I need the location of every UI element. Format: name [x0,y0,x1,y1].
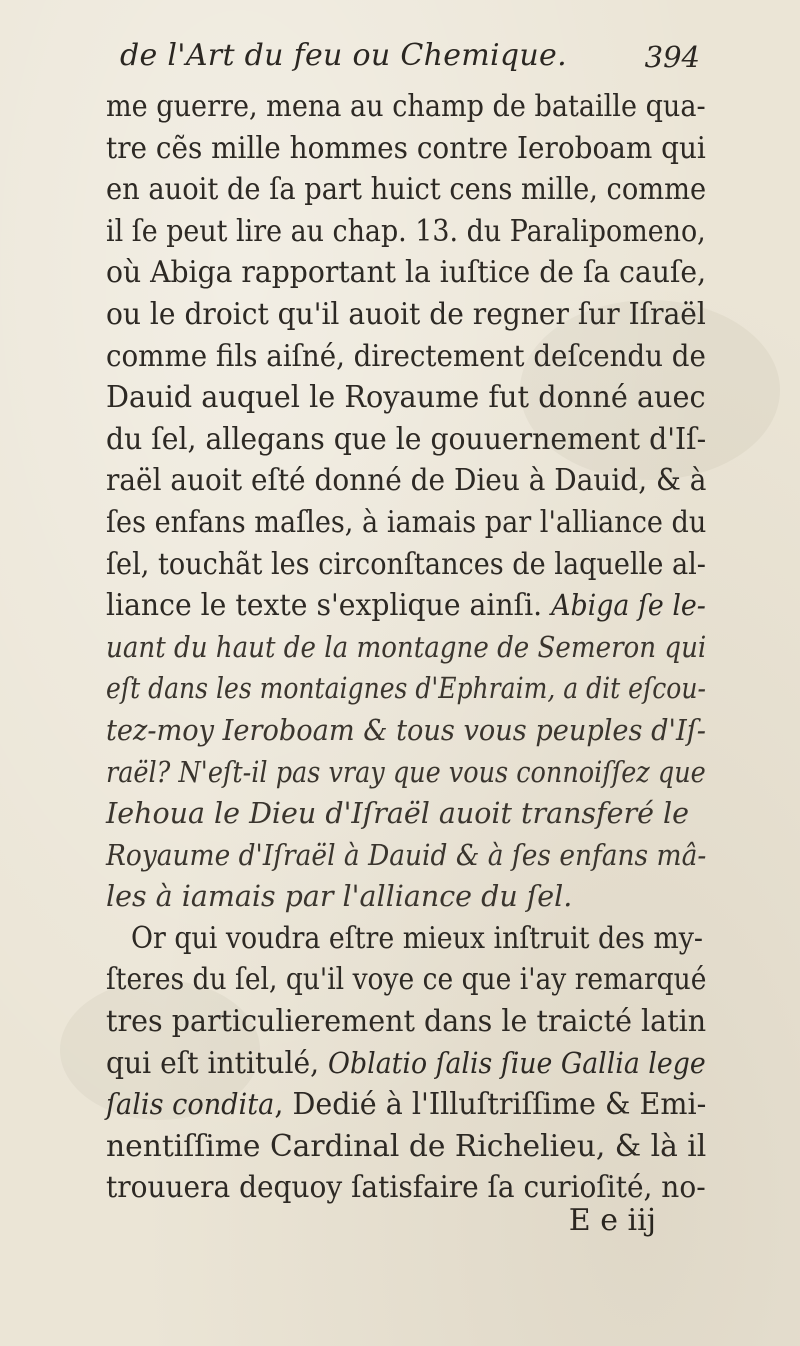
line-text: ou le droict qu'il auoit de regner ſur Iſraël [106,296,706,332]
line-text: Or qui voudra eſtre mieux inſtruit des my- [131,920,703,956]
line-text: nentiſſime Cardinal de Richelieu, & là il [106,1128,707,1164]
text-line [106,793,706,835]
line-italic-text: Abiga ſe le- [551,589,706,623]
text-line [106,1001,707,1043]
body-text [106,86,706,1209]
line-text: raël auoit eſté donné de Dieu à Dauid, & à [106,463,707,499]
text-line [106,211,706,253]
line-text: ſel, touchãt les circonſtances de laquelle al- [106,546,706,582]
line-text: qui eſt intitulé, [106,1045,329,1081]
line-text: eſt dans les montaignes d'Ephraim, a dit eſcou- [106,672,706,706]
text-line [106,377,706,419]
text-line [106,752,706,794]
text-line [106,710,706,752]
text-line [106,419,707,461]
page-header [110,38,700,84]
text-line [106,959,707,1001]
line-text: du ſel, allegans que le gouuernement d'Iſ- [106,421,707,457]
page-number: 394 [644,40,700,74]
text-line [106,86,706,128]
signature-text: E e iij [568,1203,656,1238]
running-head: de l'Art du feu ou Chemique. [120,38,567,73]
line-text: liance le texte s'explique ainſi. [106,588,552,624]
text-line [106,668,706,710]
text-line [106,835,707,877]
line-text: raël? N'eſt-il pas vray que vous connoiſſez que [106,755,706,789]
text-line [106,627,707,669]
line-text: Dauid auquel le Royaume fut donné auec [106,380,706,416]
text-line [106,294,706,336]
line-text: uant du haut de la montagne de Semeron qui [106,630,707,664]
line-italic-text: Oblatio ſalis ſiue Gallia lege [328,1046,706,1080]
text-line [106,252,707,294]
line-text: en auoit de ſa part huict cens mille, comme [106,172,707,208]
line-text: me guerre, mena au champ de bataille qua- [106,89,706,124]
line-text: Iehoua le Dieu d'Iſraël auoit transferé le [106,797,689,831]
line-text: trouuera dequoy ſatisfaire ſa curioſité, no- [106,1170,706,1206]
text-line [106,585,706,627]
text-line [106,169,707,211]
line-italic-text: ſalis condita [106,1088,275,1122]
text-line [106,1084,707,1126]
line-text: , Dedié à l'Illuſtriſſime & Emi- [274,1087,707,1123]
line-text: Royaume d'Iſraël à Dauid & à ſes enfans mâ- [106,838,707,872]
line-text: ſteres du ſel, qu'il voye ce que i'ay remarqué [106,962,707,998]
line-text: ſes enfans maſles, à iamais par l'alliance du [106,504,707,540]
text-line [106,544,706,586]
text-line [106,460,707,502]
text-line [106,1126,707,1168]
line-text: tres particulierement dans le traicté latin [106,1004,707,1040]
signature-mark [0,1200,706,1242]
text-line [106,502,707,544]
text-line [106,336,706,378]
line-text: où Abiga rapportant la iuſtice de ſa cauſe, [106,255,707,291]
text-line [106,1043,706,1085]
line-text: les à iamais par l'alliance du ſel. [106,880,573,914]
text-line [106,918,703,960]
line-text: comme fils aiſné, directement deſcendu de [106,338,706,374]
line-text: tez-moy Ieroboam & tous vous peuples d'Iſ- [106,713,706,747]
line-text: il ſe peut lire au chap. 13. du Paralipomeno, [106,213,706,249]
text-line [106,876,706,918]
line-text: tre cẽs mille hommes contre Ieroboam qui [106,130,706,166]
text-line [106,128,706,170]
